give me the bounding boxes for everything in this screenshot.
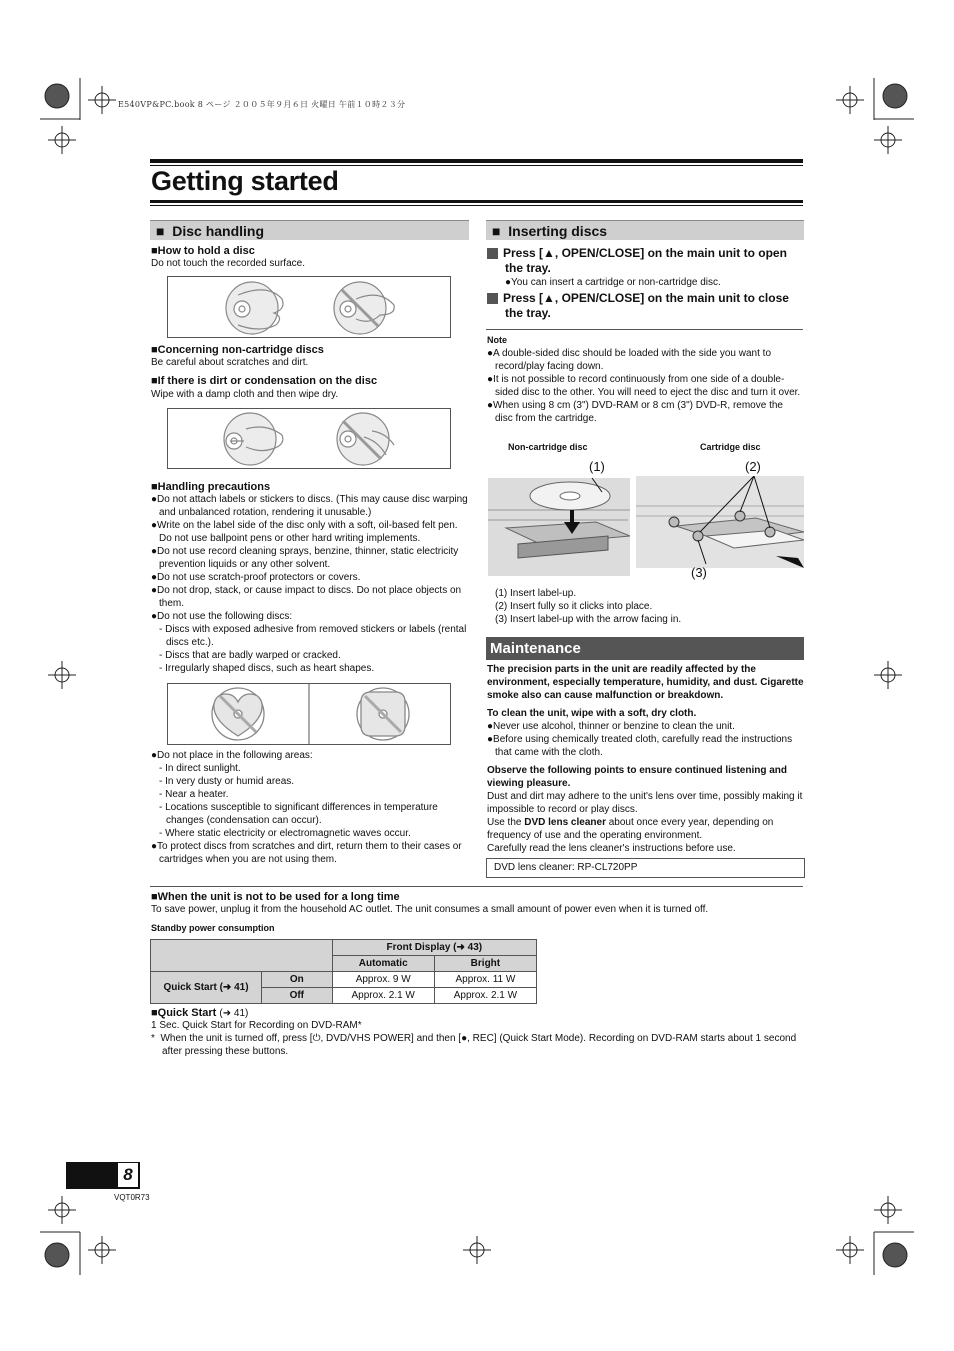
on-row-header: On <box>262 972 333 988</box>
caption-2: (2) Insert fully so it clicks into place. <box>495 601 653 612</box>
observe-paragraph-2: Use the DVD lens cleaner about once every year, depending on frequency of use and the operating environment. <box>487 817 774 841</box>
insert-captions <box>495 587 795 626</box>
observe-paragraph-3: Carefully read the lens cleaner's instructions before use. <box>487 843 736 854</box>
maintenance-content <box>487 663 805 855</box>
callout-3: (3) <box>691 565 707 580</box>
non-cartridge-insert-illustration <box>488 470 630 576</box>
area-item: - Near a heater. <box>159 789 229 800</box>
disc-wiping-illustration <box>168 409 450 468</box>
step-1: 1 Press [▲, OPEN/CLOSE] on the main unit to open the tray. <box>480 246 787 275</box>
automatic-header: Automatic <box>332 956 434 972</box>
bright-header: Bright <box>434 956 536 972</box>
fig-label-non-cartridge: Non-cartridge disc <box>508 442 588 452</box>
clean-heading: To clean the unit, wipe with a soft, dry cloth. <box>487 708 697 719</box>
inserting-steps <box>480 246 803 321</box>
disc-handling-content <box>151 245 469 270</box>
front-display-header: Front Display (➜ 43) <box>332 940 536 956</box>
off-row-header: Off <box>262 988 333 1004</box>
maintenance-title: Maintenance <box>490 640 581 657</box>
handling-precautions <box>151 481 469 675</box>
disc-handling-title: Disc handling <box>172 223 265 239</box>
document-code: VQT0R73 <box>114 1193 150 1202</box>
fig-label-cartridge: Cartridge disc <box>700 442 761 452</box>
print-header-note: E540VP&PC.book 8 ページ ２００５年９月６日 火曜日 午前１０時２３分 <box>118 100 406 109</box>
standby-power-table <box>150 939 537 1004</box>
note-item: ●It is not possible to record continuously from one side of a double-sided disc to the other. You will need to eject the disc and turn it over. <box>487 374 801 398</box>
area-item: - Where static electricity or electromagnetic waves occur. <box>159 828 411 839</box>
quick-start-footnote: * When the unit is turned off, press [⏻, DVD/VHS POWER] and then [●, REC] (Quick Start Mode). Recording on DVD-RAM starts about 1 second after pressing these buttons. <box>151 1033 797 1057</box>
section-divider <box>150 886 803 887</box>
caption-1: (1) Insert label-up. <box>495 588 577 599</box>
inserting-notes <box>487 334 801 425</box>
dont-use-item: - Irregularly shaped discs, such as heart shapes. <box>159 663 375 674</box>
title-rule <box>150 205 803 206</box>
on-bright-value: Approx. 11 W <box>434 972 536 988</box>
callout-2: (2) <box>745 459 761 474</box>
title-rule <box>150 159 803 163</box>
precautions-heading: ■Handling precautions <box>151 481 271 493</box>
page-number: 8 <box>118 1163 138 1187</box>
precaution-item: ●Do not use scratch-proof protectors or covers. <box>151 572 361 583</box>
quick-start-row-header: Quick Start (➜ 41) <box>151 972 262 1004</box>
area-item: - In direct sunlight. <box>159 763 241 774</box>
lens-cleaner-box <box>486 858 805 878</box>
table-corner <box>151 940 333 972</box>
precaution-item: ●Do not use record cleaning sprays, benzine, thinner, static electricity prevention liquids or any other solvent. <box>151 546 459 570</box>
title-rule <box>150 200 803 203</box>
area-item: - Locations susceptible to significant differences in temperature changes (condensation can occur). <box>159 802 438 826</box>
on-automatic-value: Approx. 9 W <box>332 972 434 988</box>
precaution-item: ●Do not use the following discs: <box>151 611 293 622</box>
clean-item: ●Never use alcohol, thinner or benzine to clean the unit. <box>487 721 735 732</box>
note-divider <box>486 329 803 330</box>
dont-use-item: - Discs that are badly warped or cracked. <box>159 650 341 661</box>
how-to-hold-heading: ■How to hold a disc <box>151 245 255 257</box>
disc-holding-illustration <box>168 277 450 337</box>
long-time-section <box>151 891 811 935</box>
lens-cleaner-text: DVD lens cleaner: RP-CL720PP <box>494 862 638 873</box>
observe-heading: Observe the following points to ensure continued listening and viewing pleasure. <box>487 765 788 789</box>
note-item: ●A double-sided disc should be loaded with the side you want to record/play facing down. <box>487 348 772 372</box>
area-item: - In very dusty or humid areas. <box>159 776 295 787</box>
step-1-note: ●You can insert a cartridge or non-cartridge disc. <box>505 277 721 288</box>
observe-paragraph-1: Dust and dirt may adhere to the unit's lens over time, possibly making it impossible to record or play discs. <box>487 791 803 815</box>
clean-item: ●Before using chemically treated cloth, carefully read the instructions that came with the cloth. <box>487 734 793 758</box>
placement-precautions <box>151 749 469 866</box>
dirt-heading: ■If there is dirt or condensation on the disc <box>151 375 378 387</box>
dirt-text: Wipe with a damp cloth and then wipe dry. <box>151 389 339 400</box>
irregular-discs-figure <box>167 683 451 745</box>
callout-1: (1) <box>589 459 605 474</box>
non-cartridge-text: Be careful about scratches and dirt. <box>151 357 309 368</box>
standby-heading: Standby power consumption <box>151 923 275 933</box>
dont-use-item: - Discs with exposed adhesive from removed stickers or labels (rental discs etc.). <box>159 624 467 648</box>
precaution-item: ●Write on the label side of the disc only with a soft, oil-based felt pen. Do not use ballpoint pens or other hard writing implements. <box>151 520 458 544</box>
long-time-text: To save power, unplug it from the household AC outlet. The unit consumes a small amount of power even when it is turned off. <box>151 904 709 915</box>
non-cartridge-section <box>151 344 469 401</box>
inserting-discs-title: Inserting discs <box>508 223 608 239</box>
step-2: 2 Press [▲, OPEN/CLOSE] on the main unit to close the tray. <box>480 291 789 320</box>
placement-bullet: ●Do not place in the following areas: <box>151 750 313 761</box>
maintenance-intro: The precision parts in the unit are readily affected by the environment, especially temperature, humidity, and dust. Cigarette smoke also can cause malfunction or breakdown. <box>487 664 804 701</box>
precaution-item: ●Do not attach labels or stickers to discs. (This may cause disc warping and unbalanced rotation, rendering it unusable.) <box>151 494 468 518</box>
off-automatic-value: Approx. 2.1 W <box>332 988 434 1004</box>
irregular-discs-illustration <box>168 684 450 744</box>
long-time-heading: ■When the unit is not to be used for a long time <box>151 891 400 903</box>
maintenance-header <box>486 637 804 660</box>
disc-handling-header: ■ Disc handling <box>150 220 469 240</box>
how-to-hold-text: Do not touch the recorded surface. <box>151 258 305 269</box>
quick-start-text: 1 Sec. Quick Start for Recording on DVD-RAM* <box>151 1020 362 1031</box>
page-title: Getting started <box>151 166 339 196</box>
off-bright-value: Approx. 2.1 W <box>434 988 536 1004</box>
note-heading: Note <box>487 335 507 345</box>
disc-holding-figure <box>167 276 451 338</box>
cartridge-insert-illustration <box>636 476 804 568</box>
quick-start-heading: ■Quick Start (➜ 41) <box>151 1007 249 1019</box>
quick-start-section <box>151 1007 811 1058</box>
note-item: ●When using 8 cm (3") DVD-RAM or 8 cm (3") DVD-R, remove the disc from the cartridge. <box>487 400 783 424</box>
non-cartridge-heading: ■Concerning non-cartridge discs <box>151 344 324 356</box>
caption-3: (3) Insert label-up with the arrow facing in. <box>495 614 682 625</box>
inserting-discs-header: ■ Inserting discs <box>486 220 804 240</box>
protect-bullet: ●To protect discs from scratches and dirt, return them to their cases or cartridges when you are not using them. <box>151 841 462 865</box>
precaution-item: ●Do not drop, stack, or cause impact to discs. Do not place objects on them. <box>151 585 462 609</box>
disc-wiping-figure <box>167 408 451 469</box>
